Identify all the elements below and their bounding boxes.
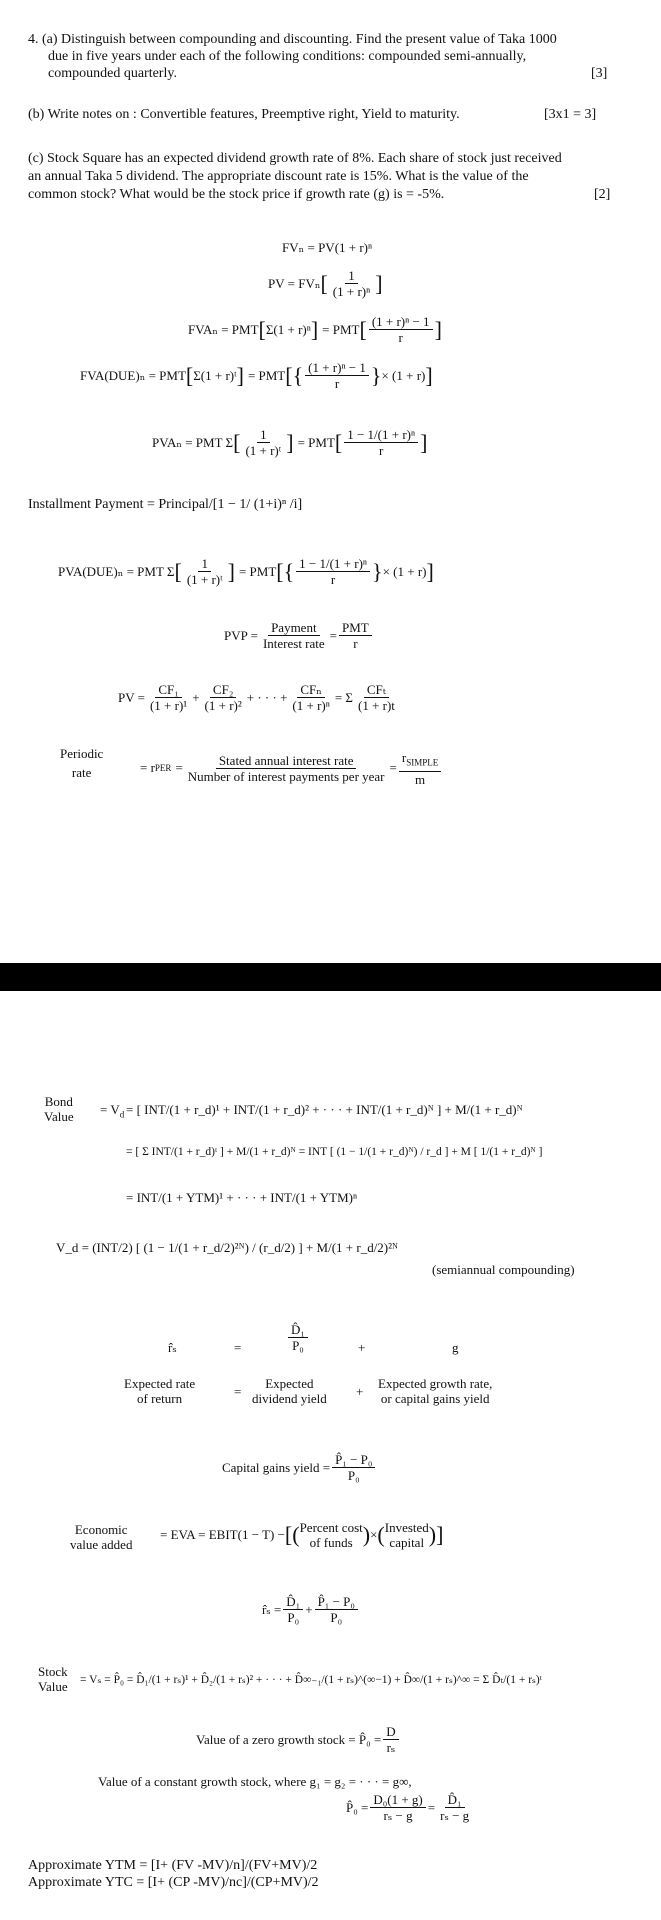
formula-pv-cashflows: PV = $\frac{\text{CF₁}}{\text{(1 + r)¹}}$ + $\frac{\text{CF₂}}{\text{(1 + r)²}}$ + · · · + $\frac{\text{CFₙ}}{\text{(1 + r)ⁿ}}$ = Σ $\frac{\text{CFₜ}}{(1 + r)t}$ bbox=[118, 682, 395, 713]
rs-plus: + bbox=[358, 1340, 366, 1355]
formula-fv: FVₙ = PV(1 + r)ⁿ bbox=[282, 240, 373, 255]
rs-g: g bbox=[452, 1340, 459, 1355]
rs-hat: r̂ₛ bbox=[168, 1340, 177, 1355]
q4a-line1: 4. (a) Distinguish between compounding and discounting. Find the present value of Taka 1000 bbox=[28, 32, 557, 47]
formula-eva: = EVA = EBIT(1 − T) − [( Percent cost of funds ) × ( Invested capital )] bbox=[160, 1520, 444, 1550]
formula-capital-gains-yield: Capital gains yield = $\frac{\text{P̂₁ − P₀}}{\text{P₀}}$ bbox=[222, 1452, 377, 1483]
formula-pv: PV = FVₙ [ $\frac{1}{\text{(1 + r)ⁿ}}$ ] bbox=[268, 268, 383, 299]
installment-payment: Installment Payment = Principal/[1 − 1/ (1+i)ⁿ /i] bbox=[28, 497, 303, 512]
constant-growth-text: Value of a constant growth stock, where g₁ = g₂ = · · · = g∞, bbox=[98, 1774, 412, 1789]
q4a-line3: compounded quarterly. bbox=[48, 66, 177, 81]
formula-bond-row2: = [ Σ INT/(1 + r_d)ᵗ ] + M/(1 + r_d)ᴺ = INT [ (1 − 1/(1 + r_d)ᴺ) / r_d ] + M [ 1/(1 + r_d)ᴺ ] bbox=[126, 1146, 543, 1158]
formula-pvp: PVP = $\frac{\text{Payment}}{\text{Interest rate}}$ = $\frac{\text{PMT}}{r}$ bbox=[224, 620, 374, 651]
expected-rate-label: Expected rate of return bbox=[124, 1376, 196, 1406]
q4c-marks: [2] bbox=[594, 187, 611, 202]
expected-growth-label: Expected growth rate, or capital gains yield bbox=[378, 1376, 493, 1406]
periodic-rate-label: Periodic rate bbox=[60, 746, 104, 780]
q4a-marks: [3] bbox=[591, 66, 608, 81]
formula-stock-value: = Vₛ = P̂₀ = D̂₁/(1 + rₛ)¹ + D̂₂/(1 + rₛ)² + · · · + D̂∞₋₁/(1 + rₛ)^(∞−1) + D̂∞/(1 + rₛ)^∞ = Σ D̂ₜ/(1 + rₛ)ᵗ bbox=[80, 1674, 542, 1686]
formula-bond-semiannual: V_d = (INT/2) [ (1 − 1/(1 + r_d/2)²ᴺ) / (r_d/2) ] + M/(1 + r_d/2)²ᴺ bbox=[56, 1240, 399, 1255]
formula-fva-due: FVA(DUE)ₙ = PMT [ Σ(1 + r)ᵗ ] = PMT [{ $\frac{\text{(1 + r)ⁿ − 1}}{r}$ } × (1 + r) ] bbox=[80, 360, 433, 391]
expected-eq: = bbox=[234, 1384, 242, 1399]
formula-zero-growth: Value of a zero growth stock = P̂₀ = $\frac{D}{\text{rₛ}}$ bbox=[196, 1724, 401, 1755]
formula-pva: PVAₙ = PMT Σ [ $\frac{1}{\text{(1 + r)ᵗ}}$ ] = PMT [ $\frac{\text{1 − 1/(1 + r)ⁿ}}{r}$ ] bbox=[152, 427, 428, 458]
formula-pva-due: PVA(DUE)ₙ = PMT Σ [ $\frac{1}{\text{(1 + r)ᵗ}}$ ] = PMT [{ $\frac{\text{1 − 1/(1 + r)ⁿ}}{r}$ } × (1 + r) ] bbox=[58, 556, 434, 587]
eva-label: Economic value added bbox=[70, 1522, 133, 1552]
q4c-line2: an annual Taka 5 dividend. The appropriate discount rate is 15%. What is the value of the bbox=[28, 169, 529, 184]
formula-bond-row3: = INT/(1 + YTM)¹ + · · · + INT/(1 + YTM)ⁿ bbox=[126, 1190, 358, 1205]
expected-plus: + bbox=[356, 1384, 364, 1399]
q4c-line3: common stock? What would be the stock price if growth rate (g) is = -5%. bbox=[28, 187, 445, 202]
q4b-marks: [3x1 = 3] bbox=[544, 107, 597, 122]
approx-ytc: Approximate YTC = [I+ (CP -MV)/nc]/(CP+MV)/2 bbox=[28, 1875, 319, 1890]
formula-constant-growth: P̂₀ = $\frac{\text{D₀(1 + g)}}{\text{rₛ − g}}$ = $\frac{\text{D̂₁}}{\text{rₛ − g}}$ bbox=[346, 1792, 470, 1823]
black-band-divider bbox=[0, 963, 661, 991]
formula-bond-row1: = [ INT/(1 + r_d)¹ + INT/(1 + r_d)² + · · · + INT/(1 + r_d)ᴺ ] + M/(1 + r_d)ᴺ bbox=[126, 1102, 523, 1117]
bond-value-vd: = $V_d$ bbox=[100, 1102, 125, 1120]
formula-periodic-rate: = r PER = $\frac{\text{Stated annual interest rate}}{\text{Number of interest payments per year}}$ = $\frac{r_{SIMPLE}}{m}$ bbox=[140, 750, 443, 787]
bond-semiannual-note: (semiannual compounding) bbox=[432, 1262, 575, 1277]
rs-eq: = bbox=[234, 1340, 242, 1355]
expected-dividend-label: Expected dividend yield bbox=[252, 1376, 327, 1406]
stock-value-label: Stock Value bbox=[38, 1664, 68, 1694]
formula-rs-total: r̂ₛ = $\frac{\text{D̂₁}}{\text{P₀}}$ + $\frac{\text{P̂₁ − P₀}}{\text{P₀}}$ bbox=[262, 1594, 360, 1625]
q4b-text: (b) Write notes on : Convertible features, Preemptive right, Yield to maturity. bbox=[28, 107, 460, 122]
q4c-line1: (c) Stock Square has an expected dividend growth rate of 8%. Each share of stock just received bbox=[28, 151, 562, 166]
bond-value-label: Bond Value bbox=[44, 1094, 74, 1124]
rs-dividend-yield: $\frac{\text{D̂₁}}{\text{P₀}}$ bbox=[286, 1322, 310, 1353]
formula-fva: FVAₙ = PMT [ Σ(1 + r)ⁿ ] = PMT [ $\frac{\text{(1 + r)ⁿ − 1}}{r}$ ] bbox=[188, 314, 442, 345]
q4a-line2: due in five years under each of the following conditions: compounded semi-annually, bbox=[48, 49, 527, 64]
approx-ytm: Approximate YTM = [I+ (FV -MV)/n]/(FV+MV)/2 bbox=[28, 1858, 318, 1873]
